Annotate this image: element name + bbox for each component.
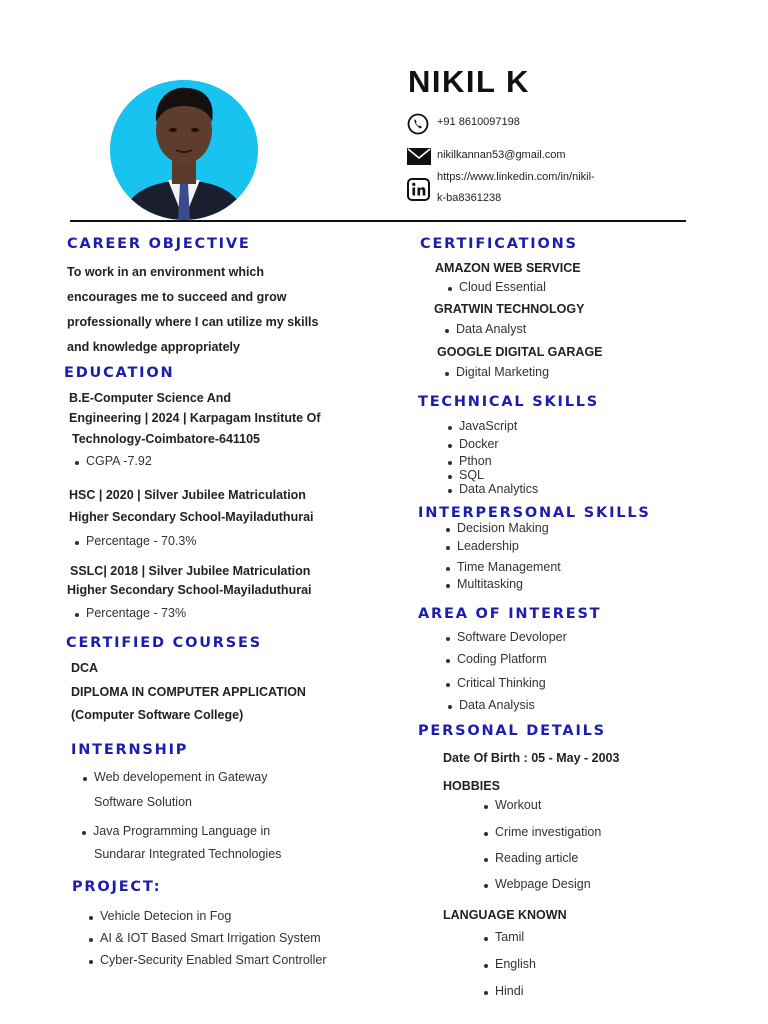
career-objective-heading: CAREER OBJECTIVE [67,236,251,252]
education-sslc-line: Higher Secondary School-Mayiladuthurai [67,583,312,597]
linkedin-icon [407,178,430,201]
technical-skill-item: Docker [459,437,499,451]
technical-skills-heading: TECHNICAL SKILLS [418,394,600,410]
certification-item: Digital Marketing [456,365,550,379]
interpersonal-skill-item: Leadership [457,539,519,553]
email-address[interactable]: nikilkannan53@gmail.com [437,149,566,161]
personal-details-heading: PERSONAL DETAILS [418,723,606,739]
internship-item: Web developement in Gateway [94,770,268,784]
hobby-item: Reading article [495,851,579,865]
certified-courses-heading: CERTIFIED COURSES [66,635,262,651]
hobby-item: Workout [495,798,542,812]
language-item: English [495,957,536,971]
interpersonal-skill-item: Decision Making [457,521,549,535]
interest-item: Data Analysis [459,698,535,712]
interest-item: Coding Platform [457,652,547,666]
project-item: Vehicle Detecion in Fog [100,909,232,923]
hobbies-title: HOBBIES [443,779,500,793]
phone-icon [407,113,429,135]
certifications-heading: CERTIFICATIONS [420,236,578,252]
interpersonal-skills-heading: INTERPERSONAL SKILLS [418,505,651,521]
phone-number[interactable]: +91 8610097198 [437,116,520,128]
internship-item-continuation: Software Solution [94,795,192,809]
certification-title: GOOGLE DIGITAL GARAGE [437,345,603,359]
education-be-line: B.E-Computer Science And [69,391,232,405]
certification-item: Data Analyst [456,322,527,336]
education-hsc-line: HSC | 2020 | Silver Jubilee Matriculation [69,488,306,502]
education-sslc-line: SSLC| 2018 | Silver Jubilee Matriculation [70,564,311,578]
education-sslc-percentage: Percentage - 73% [86,606,187,620]
project-heading: PROJECT: [72,879,162,895]
education-hsc-line: Higher Secondary School-Mayiladuthurai [69,510,314,524]
certified-course-line: DCA [71,661,99,675]
date-of-birth: Date Of Birth : 05 - May - 2003 [443,751,620,765]
interpersonal-skill-item: Multitasking [457,577,523,591]
interpersonal-skill-item: Time Management [457,560,561,574]
linkedin-url-line-1[interactable]: https://www.linkedin.com/in/nikil- [437,171,595,183]
certified-course-line: DIPLOMA IN COMPUTER APPLICATION [71,685,306,699]
certification-item: Cloud Essential [459,280,546,294]
education-be-cgpa: CGPA -7.92 [86,454,152,468]
languages-title: LANGUAGE KNOWN [443,908,567,922]
career-objective-line: and knowledge appropriately [67,340,240,354]
profile-photo [110,80,258,220]
certified-course-line: (Computer Software College) [71,708,244,722]
internship-heading: INTERNSHIP [71,742,189,758]
technical-skill-item: Data Analytics [459,482,539,496]
interest-item: Critical Thinking [457,676,546,690]
header-divider [70,220,686,222]
education-heading: EDUCATION [64,365,175,381]
email-icon [407,148,431,165]
language-item: Hindi [495,984,524,998]
education-be-line: Engineering | 2024 | Karpagam Institute Of [69,411,321,425]
internship-item-continuation: Sundarar Integrated Technologies [94,847,282,861]
career-objective-line: encourages me to succeed and grow [67,290,287,304]
language-item: Tamil [495,930,525,944]
certification-title: GRATWIN TECHNOLOGY [434,302,585,316]
area-of-interest-heading: AREA OF INTEREST [418,606,602,622]
hobby-item: Crime investigation [495,825,602,839]
candidate-name: NIKIL K [408,64,530,99]
certification-title: AMAZON WEB SERVICE [435,261,581,275]
career-objective-line: To work in an environment which [67,265,265,279]
technical-skill-item: JavaScript [459,419,518,433]
education-hsc-percentage: Percentage - 70.3% [86,534,197,548]
career-objective-line: professionally where I can utilize my skills [67,315,319,329]
education-be-line: Technology-Coimbatore-641105 [72,432,261,446]
technical-skill-item: Pthon [459,454,492,468]
linkedin-url-line-2[interactable]: k-ba8361238 [437,192,502,204]
project-item: AI & IOT Based Smart Irrigation System [100,931,321,945]
internship-item: Java Programming Language in [93,824,271,838]
project-item: Cyber-Security Enabled Smart Controller [100,953,327,967]
technical-skill-item: SQL [459,468,485,482]
hobby-item: Webpage Design [495,877,591,891]
interest-item: Software Devoloper [457,630,567,644]
